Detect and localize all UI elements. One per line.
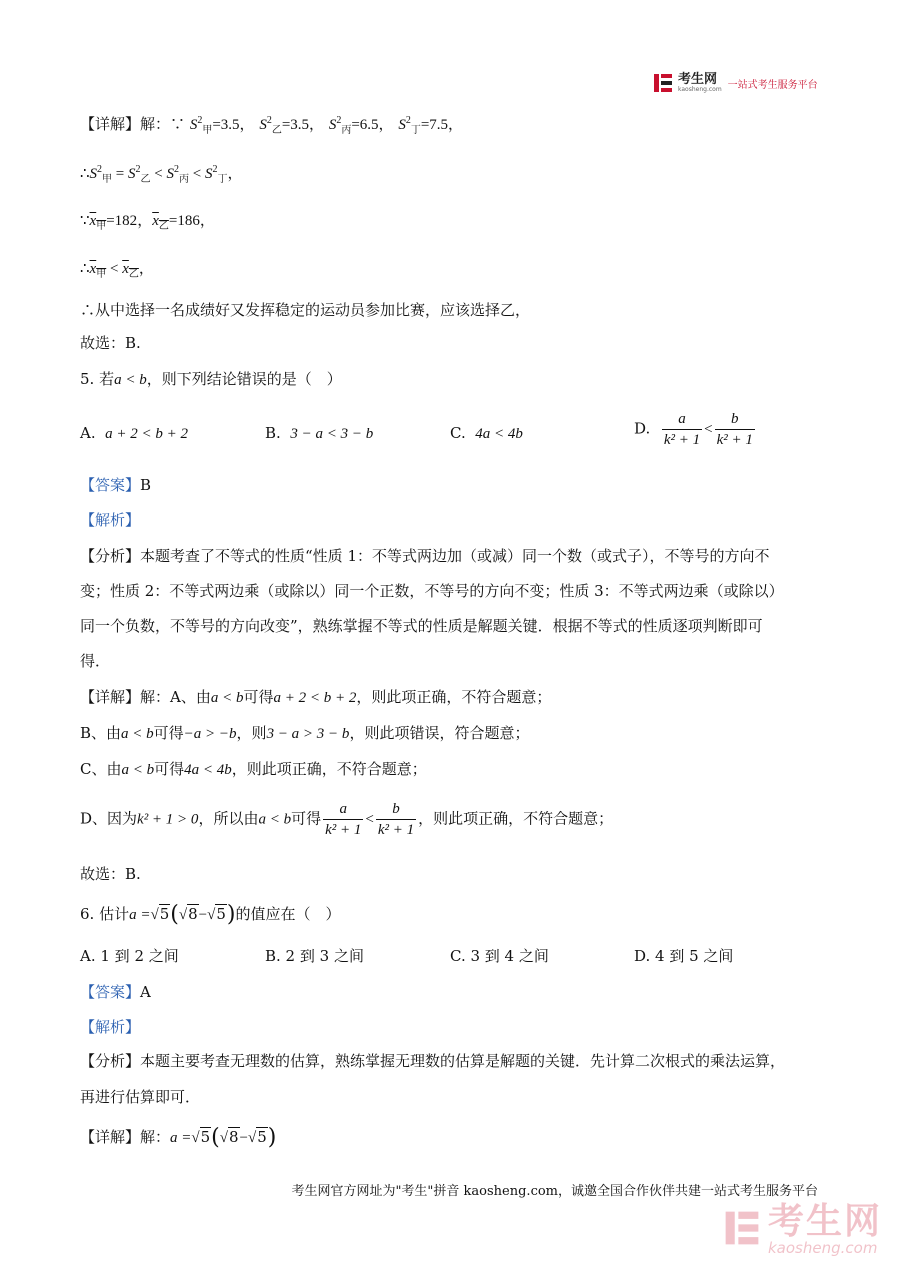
q6-option-c: C. 3 到 4 之间	[450, 947, 549, 965]
q5-detail-a: 【详解】解：A、由a < b可得a + 2 < b + 2，则此项正确，不符合题意；	[80, 688, 552, 706]
q6-fenxi-1: 【分析】本题主要考查无理数的估算，熟练掌握无理数的估算是解题的关键．先计算二次根式的乘法运算，	[80, 1052, 786, 1070]
watermark	[722, 1201, 883, 1257]
variance-jia: $S^2_甲$	[189, 115, 213, 136]
brand-slogan: 一站式考生服务平台	[727, 79, 818, 91]
watermark-logo-icon	[722, 1208, 762, 1252]
q5-fenxi-2: 变；性质 2：不等式两边乘（或除以）同一个正数，不等号的方向不变；性质 3：不等式两边乘（或除以）	[80, 582, 784, 600]
q4-detail-line3: $\because x_甲=182$，$x_乙=186$，	[80, 211, 215, 232]
q5-option-d: D. $\frac{a}{\text{k² + 1}}$ < $\frac{b}{\text{k² + 1}}$	[634, 411, 753, 448]
q6-analysis-label: 【解析】	[80, 1018, 141, 1036]
q4-detail-line2: $\therefore S^2_甲 = S^2_乙 < S^2_丙 < S^2_丁$，	[80, 164, 243, 185]
q5-stem: 5. 若a < b，则下列结论错误的是（ ）	[80, 370, 342, 388]
q6-option-b: B. 2 到 3 之间	[265, 947, 364, 965]
header-logo	[652, 72, 818, 94]
q5-option-c: C. 4a < 4b	[450, 424, 523, 442]
watermark-url: kaosheng.com	[768, 1239, 878, 1257]
q5-detail-d: D、因为k² + 1 > 0，所以由a < b可得 $\frac{a}{\text{k² + 1}}$ < $\frac{b}{\text{k² + 1}}$ ，则此项正确，不符合题意；	[80, 801, 614, 838]
q5-detail-c: C、由a < b可得4a < 4b，则此项正确，不符合题意；	[80, 760, 427, 778]
q6-option-d: D. 4 到 5 之间	[634, 947, 734, 965]
q5-fenxi-3: 同一个负数，不等号的方向改变”，熟练掌握不等式的性质是解题关键．根据不等式的性质逐项判断即可	[80, 617, 763, 635]
variance-ding: $S^2_丁$	[398, 115, 421, 136]
variance-yi: $S^2_乙$	[259, 115, 282, 136]
footer-text: 考生网官方网址为"考生"拼音 kaosheng.com，诚邀全国合作伙伴共建一站式考生服务平台	[291, 1184, 818, 1199]
variance-ding-value: =7.5	[420, 117, 449, 133]
q5-final: 故选：B.	[80, 865, 141, 883]
variance-bing-value: =6.5	[351, 117, 379, 133]
q5-analysis-label: 【解析】	[80, 511, 141, 529]
q6-stem: 6. 估计a =√5(√8−√5)的值应在（ ）	[80, 902, 341, 927]
q6-answer: 【答案】A	[80, 983, 151, 1001]
kaosheng-logo-icon	[652, 72, 674, 94]
variance-jia-value: =3.5	[212, 117, 240, 133]
q6-detail: 【详解】解：a =√5(√8−√5)	[80, 1125, 277, 1150]
variance-bing: $S^2_丙$	[328, 115, 352, 136]
q5-fenxi-1: 【分析】本题考查了不等式的性质“性质 1：不等式两边加（或减）同一个数（或式子），不等号的方向不	[80, 547, 770, 565]
q5-detail-b: B、由a < b可得−a > −b，则3 − a > 3 − b，则此项错误，符合题意；	[80, 724, 530, 742]
brand-name: 考生网	[678, 72, 718, 87]
solve-prefix: 解：∵	[140, 115, 186, 133]
q4-conclusion: ∴从中选择一名成绩好又发挥稳定的运动员参加比赛，应该选择乙，	[80, 301, 531, 319]
variance-yi-value: =3.5	[281, 117, 310, 133]
q6-option-a: A. 1 到 2 之间	[80, 947, 179, 965]
q4-answer: 故选：B.	[80, 334, 141, 352]
q5-answer: 【答案】B	[80, 476, 152, 494]
q5-option-b: B. 3 − a < 3 − b	[265, 424, 374, 442]
q4-detail-line1: 【详解】解：∵ $S^2_甲=3.5$， $S^2_乙=3.5$， $S^2_丙=6.5$， $S^2_丁=7.5$，	[80, 115, 464, 136]
q4-detail-line4: $\therefore x_甲 < x_乙$，	[80, 259, 154, 280]
detail-label: 【详解】	[80, 115, 141, 133]
q6-fenxi-2: 再进行估算即可．	[80, 1088, 201, 1106]
q5-option-a: A. a + 2 < b + 2	[80, 424, 189, 442]
brand-url: kaosheng.com	[678, 86, 722, 93]
watermark-text: 考生网	[768, 1201, 883, 1242]
q5-fenxi-4: 得．	[80, 652, 111, 670]
